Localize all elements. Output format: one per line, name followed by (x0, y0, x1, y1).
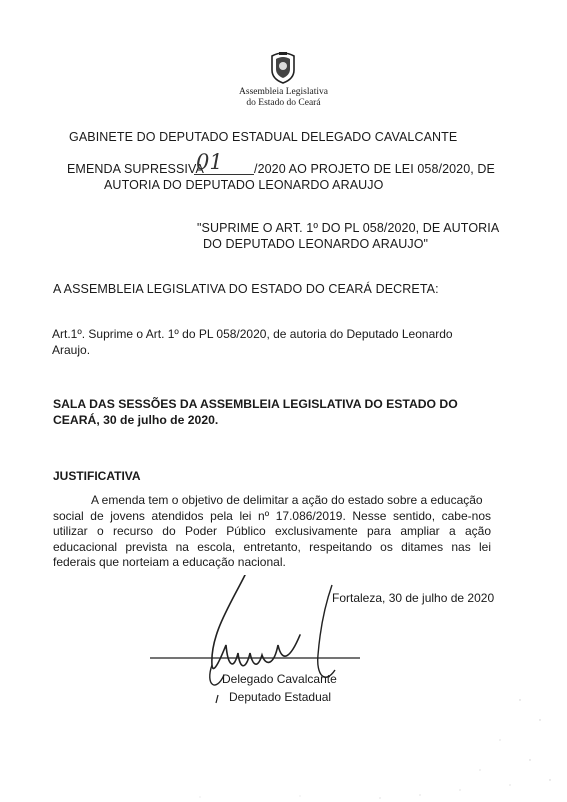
justification-line: utilizar o recurso do Poder Público exclusivamente para ampliar a ação (53, 524, 491, 538)
institution-state: do Estado do Ceará (246, 98, 321, 108)
coat-of-arms-icon (268, 50, 298, 84)
ementa-line2: DO DEPUTADO LEONARDO ARAUJO" (203, 237, 429, 251)
ementa-line1: "SUPRIME O ART. 1º DO PL 058/2020, DE AUTORIA (197, 221, 500, 235)
signatory-role: Deputado Estadual (229, 690, 332, 704)
number-underline (194, 174, 254, 175)
amendment-authorship: AUTORIA DO DEPUTADO LEONARDO ARAUJO (104, 178, 384, 192)
justification-text (53, 493, 491, 571)
justification-line: educacional prevista na escola, entretanto, respeitando os ditames nas lei (53, 539, 491, 554)
place-date: Fortaleza, 30 de julho de 2020 (332, 591, 495, 605)
office-title: GABINETE DO DEPUTADO ESTADUAL DELEGADO CAVALCANTE (69, 130, 458, 144)
article-line2: Araujo. (52, 343, 91, 357)
justification-heading: JUSTIFICATIVA (53, 469, 141, 483)
amendment-prefix: EMENDA SUPRESSIVA (67, 162, 204, 176)
session-line1: SALA DAS SESSÕES DA ASSEMBLEIA LEGISLATIVA DO ESTADO DO (53, 397, 458, 411)
institution-name: Assembleia Legislativa (239, 87, 328, 97)
justification-line: federais que norteiam a educação nacional. (53, 555, 286, 569)
decree-statement: A ASSEMBLEIA LEGISLATIVA DO ESTADO DO CEARÁ DECRETA: (53, 282, 439, 296)
justification-line: A emenda tem o objetivo de delimitar a ação do estado sobre a educação (91, 493, 483, 507)
justification-line: social de jovens atendidos pela lei nº 17.086/2019. Nesse sentido, cabe-nos (53, 508, 491, 523)
session-line2: CEARÁ, 30 de julho de 2020. (53, 413, 219, 427)
article-line1: Art.1º. Suprime o Art. 1º do PL 058/2020, de autoria do Deputado Leonardo (52, 327, 453, 341)
amendment-suffix: /2020 AO PROJETO DE LEI 058/2020, DE (254, 162, 495, 176)
signatory-name: Delegado Cavalcante (222, 672, 337, 686)
handwritten-amendment-number: 01 (196, 150, 223, 174)
